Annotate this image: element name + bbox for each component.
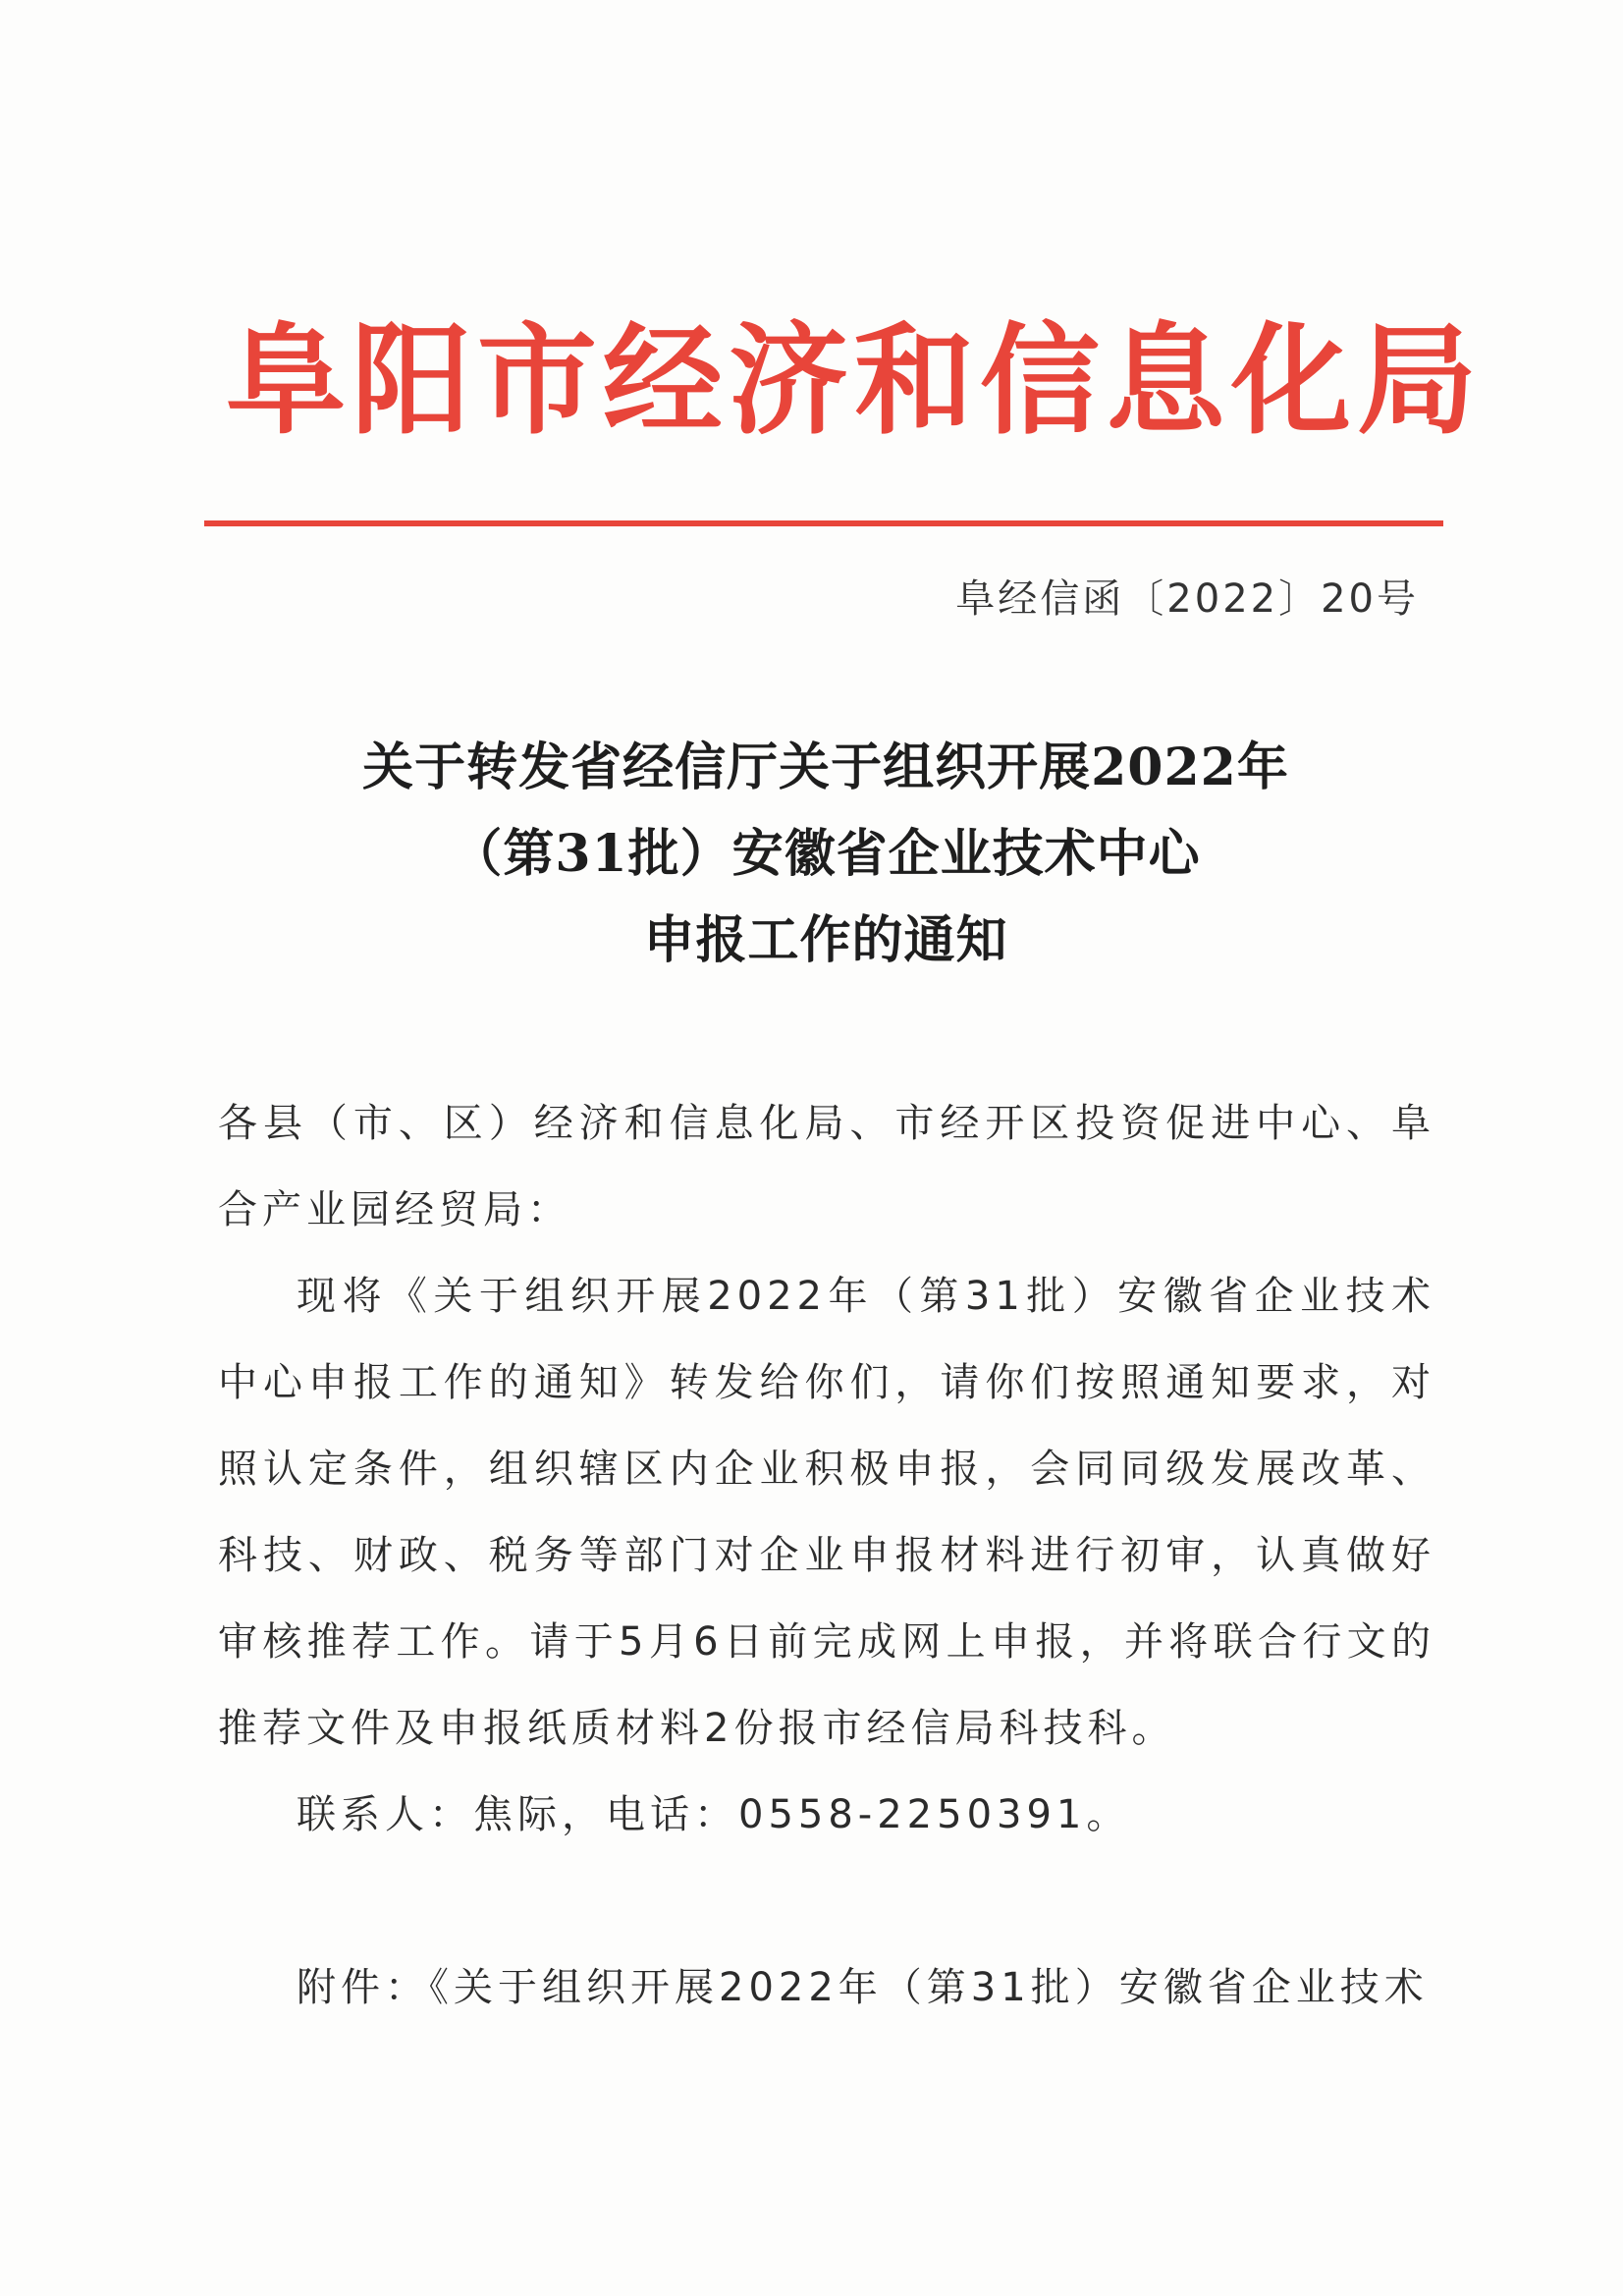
attachment-paragraph: 附件：《关于组织开展2022年（第31批）安徽省企业技术 [297,1965,1429,2010]
contact-paragraph: 联系人：焦际，电话：0558-2250391。 [297,1792,1131,1837]
document-title [206,725,1445,984]
agency-name-header: 阜阳市经济和信息化局 [226,309,1483,451]
document-number: 阜经信函〔2022〕20号 [955,576,1419,622]
document-title-line-2: （第31批）安徽省企业技术中心 [451,824,1201,884]
document-title-line-1: 关于转发省经信厅关于组织开展2022年 [362,738,1289,797]
blank-line [218,1858,1435,1944]
addressee-paragraph: 各县（市、区）经济和信息化局、市经开区投资促进中心、阜合产业园经贸局： [218,1101,1435,1232]
red-divider-line [204,520,1443,526]
main-paragraph: 现将《关于组织开展2022年（第31批）安徽省企业技术中心申报工作的通知》转发给你们，请你们按照通知要求，对照认定条件，组织辖区内企业积极申报，会同同级发展改革、科技、财政、税务等部门对企业申报材料进行初审，认真做好审核推荐工作。请于5月6日前完成网上申报，并将联合行文的推荐文件及申报纸质材料2份报市经信局科技科。 [218,1274,1435,1751]
document-body [218,1080,1435,2031]
document-title-line-3: 申报工作的通知 [643,910,1008,970]
